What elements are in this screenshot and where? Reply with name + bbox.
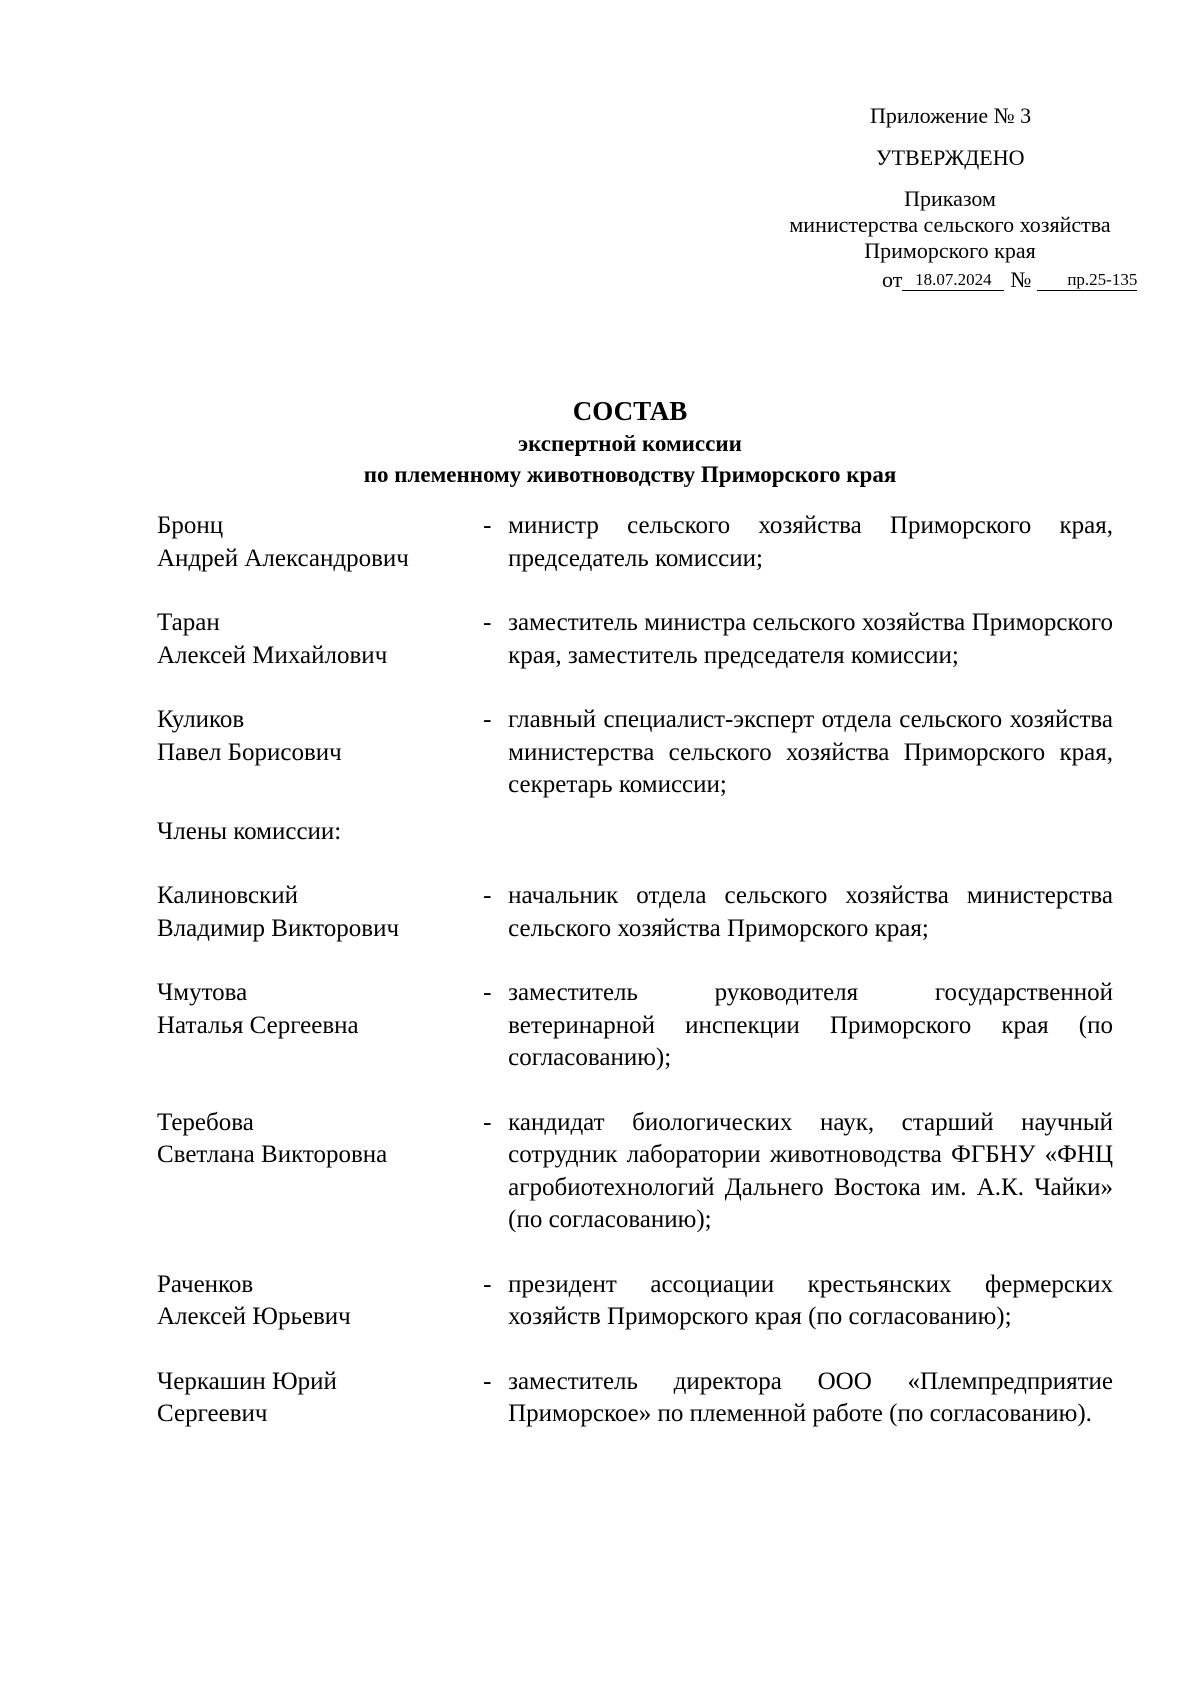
member-name <box>157 704 454 769</box>
title-line-2: экспертной комиссии <box>518 431 742 456</box>
member-given-names: Алексей Юрьевич <box>157 1303 351 1330</box>
member-row <box>157 977 1113 1075</box>
member-given-names: Сергеевич <box>157 1400 268 1427</box>
member-surname: Таран <box>157 609 220 636</box>
member-surname: Раченков <box>157 1270 254 1298</box>
member-surname: Чмутова <box>157 979 248 1006</box>
order-reference <box>760 186 1140 264</box>
approved-stamp: УТВЕРЖДЕНО <box>876 145 1025 170</box>
member-row <box>157 704 1113 802</box>
member-given-names: Владимир Викторович <box>157 914 400 942</box>
member-role: заместитель руководителя государственной ветеринарной инспекции Приморского края (по согласованию); <box>508 979 1113 1071</box>
member-surname: Черкашин Юрий <box>157 1367 337 1395</box>
order-line-2: министерства сельского хозяйства <box>789 212 1111 237</box>
member-row <box>157 510 1113 575</box>
member-given-names: Алексей Михайлович <box>157 641 388 669</box>
member-role: кандидат биологических наук, старший научный сотрудник лаборатории животноводства ФГБНУ «ФНЦ агробиотехнологий Дальнего Востока им. А.К. Чайки» (по согласованию); <box>508 1108 1113 1233</box>
member-row <box>157 607 1113 672</box>
order-line-1: Приказом <box>904 186 996 211</box>
member-given-names: Андрей Александрович <box>157 544 409 572</box>
member-role: министр сельского хозяйства Приморского края, председатель комиссии; <box>508 512 1113 572</box>
member-surname: Калиновский <box>157 882 299 909</box>
number-sign: № <box>1010 267 1032 292</box>
member-surname: Куликов <box>157 706 245 733</box>
document-title <box>0 394 1200 490</box>
members-heading: Члены комиссии: <box>157 817 342 845</box>
order-date-number <box>882 266 1137 294</box>
member-row <box>157 1107 1113 1237</box>
order-number: пр.25-135 <box>1037 270 1137 291</box>
member-role: главный специалист-эксперт отдела сельского хозяйства министерства сельского хозяйства Приморского края, секретарь комиссии; <box>508 706 1113 798</box>
member-name <box>157 1269 454 1334</box>
member-name <box>157 1366 454 1431</box>
member-role: заместитель директора ООО «Племпредприятие Приморское» по племенной работе (по согласованию). <box>508 1367 1113 1427</box>
member-given-names: Павел Борисович <box>157 738 342 766</box>
dash-separator: - <box>483 706 492 733</box>
member-surname: Бронц <box>157 512 224 539</box>
member-row <box>157 880 1113 945</box>
member-row <box>157 1269 1113 1334</box>
dash-separator: - <box>483 979 492 1006</box>
dash-separator: - <box>483 512 492 539</box>
member-given-names: Наталья Сергеевна <box>157 1011 359 1039</box>
order-date: 18.07.2024 <box>902 270 1004 291</box>
member-surname: Теребова <box>157 1108 254 1136</box>
member-row <box>157 1366 1113 1431</box>
date-prefix: от <box>882 267 903 292</box>
order-line-3: Приморского края <box>864 238 1036 263</box>
title-line-1: СОСТАВ <box>572 396 688 426</box>
dash-separator: - <box>483 609 492 636</box>
dash-separator: - <box>483 1367 492 1395</box>
member-role: заместитель министра сельского хозяйства Приморского края, заместитель председателя комиссии; <box>508 609 1113 669</box>
member-name <box>157 510 454 575</box>
annex-number: Приложение № 3 <box>870 103 1032 128</box>
member-name <box>157 607 454 672</box>
member-name <box>157 880 454 945</box>
commission-list <box>157 510 1113 1431</box>
dash-separator: - <box>483 1270 492 1298</box>
member-name <box>157 977 454 1042</box>
title-line-3: по племенному животноводству Приморского края <box>363 462 897 487</box>
member-given-names: Светлана Викторовна <box>157 1141 388 1168</box>
member-role: начальник отдела сельского хозяйства министерства сельского хозяйства Приморского края; <box>508 882 1113 942</box>
member-role: президент ассоциации крестьянских фермерских хозяйств Приморского края (по согласованию); <box>508 1270 1113 1330</box>
dash-separator: - <box>483 1108 492 1136</box>
member-name <box>157 1107 454 1172</box>
dash-separator: - <box>483 882 492 909</box>
